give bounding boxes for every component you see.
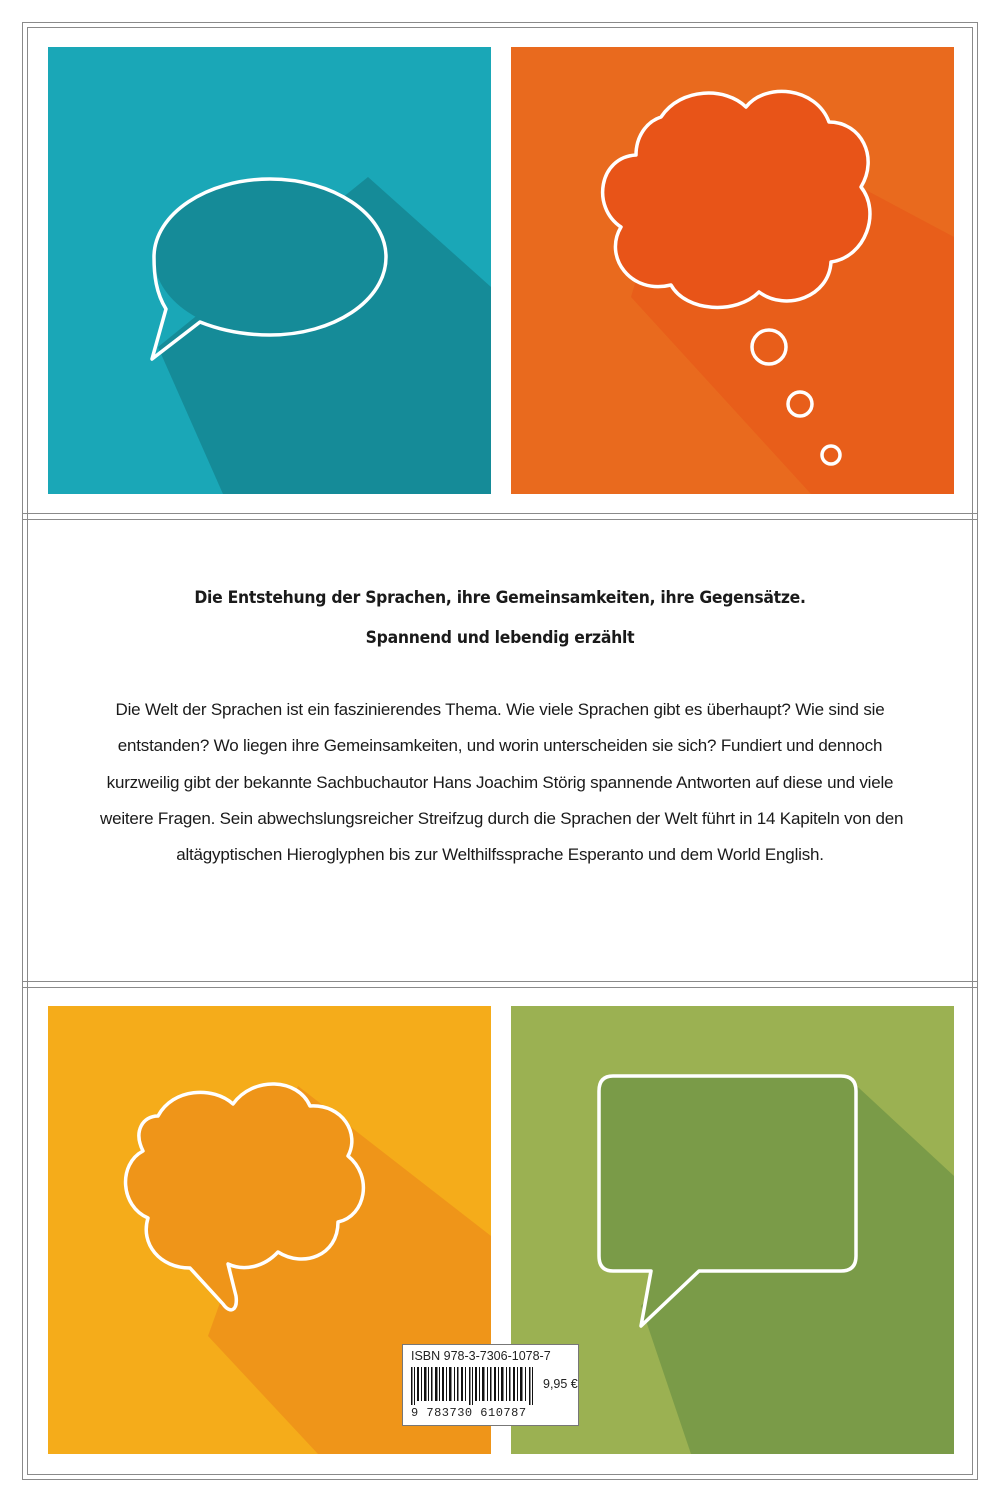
- speech-bubble-icon: [48, 47, 491, 494]
- blurb-line: kurzweilig gibt der bekannte Sachbuchautor Hans Joachim Störig spannende Antworten auf diese und viele: [106, 772, 894, 792]
- divider-top-inner: [22, 519, 978, 520]
- blurb-line: Die Welt der Sprachen ist ein faszinierendes Thema. Wie viele Sprachen gibt es überhaupt? Wie sind sie: [115, 700, 885, 719]
- barcode-label: [402, 1344, 579, 1426]
- barcode-icon: [409, 1367, 537, 1405]
- blurb-line: entstanden? Wo liegen ihre Gemeinsamkeiten, und worin unterscheiden sie sich? Fundiert und dennoch: [117, 736, 883, 756]
- price: 9,95 €: [543, 1377, 578, 1391]
- thought-cloud-icon: [511, 47, 954, 494]
- subline: Spannend und lebendig erzählt: [365, 628, 635, 648]
- barcode-digits: 9 783730 610787: [411, 1406, 527, 1420]
- blurb-body: [100, 692, 904, 873]
- panel-teal: [48, 47, 491, 494]
- blurb-line: altägyptischen Hieroglyphen bis zur Welthilfssprache Esperanto und dem World English.: [176, 845, 824, 865]
- divider-bottom-inner: [22, 987, 978, 988]
- blurb: [60, 560, 940, 873]
- headline: Die Entstehung der Sprachen, ihre Gemeinsamkeiten, ihre Gegensätze.: [194, 588, 806, 608]
- divider-top: [22, 513, 978, 514]
- panel-orange: [511, 47, 954, 494]
- divider-bottom: [22, 981, 978, 982]
- isbn: ISBN 978-3-7306-1078-7: [411, 1349, 551, 1363]
- blurb-line: weitere Fragen. Sein abwechslungsreicher Streifzug durch die Sprachen der Welt führt in 14 Kapiteln von den: [100, 808, 904, 828]
